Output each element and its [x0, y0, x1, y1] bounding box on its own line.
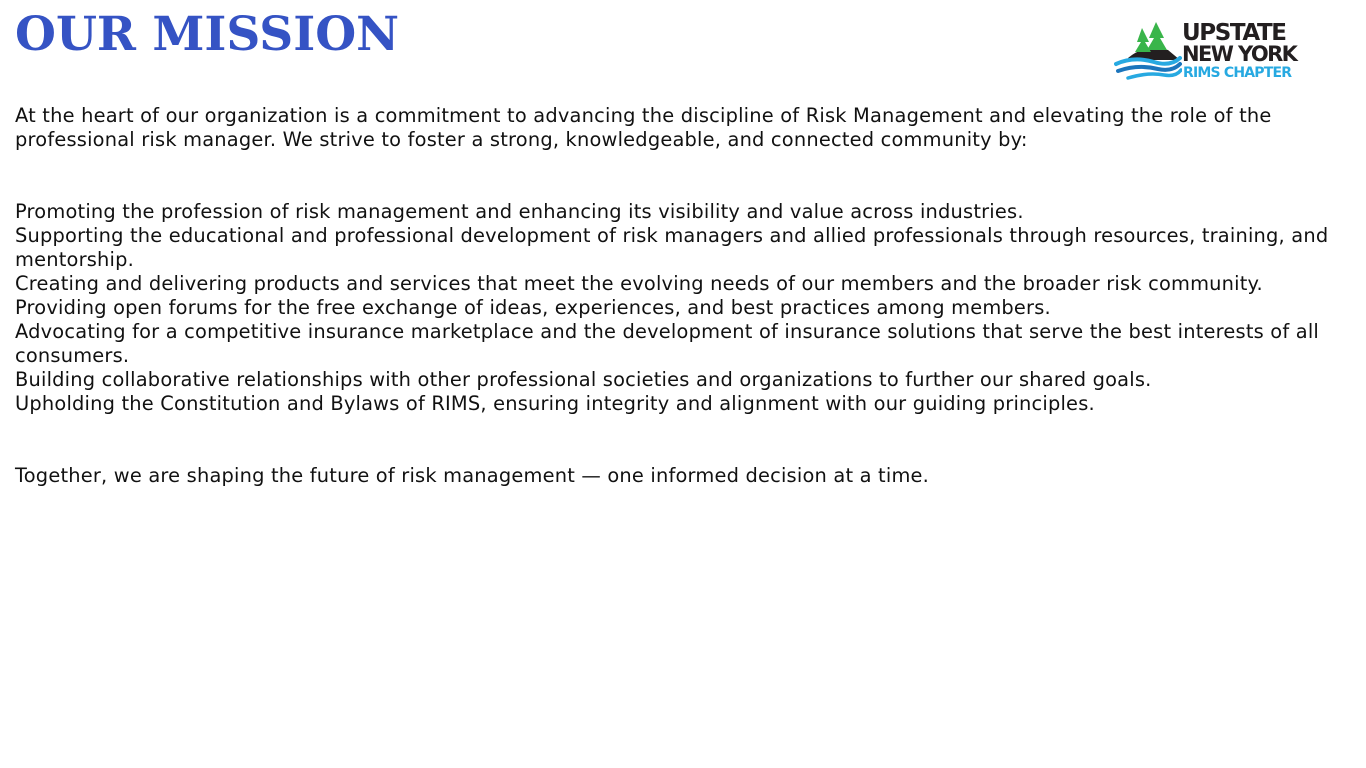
logo-text-rims-chapter: RIMS CHAPTER: [1183, 65, 1292, 81]
list-item: Promoting the profession of risk management and enhancing its visibility and value across industries.: [15, 200, 1024, 223]
list-item: Supporting the educational and professional development of risk managers and allied professionals through resources, training, and mentorship.: [15, 224, 1329, 271]
logo-text-upstate: UPSTATE: [1182, 20, 1286, 46]
pine-trees-river-icon: [1114, 20, 1182, 82]
page-title: OUR MISSION: [15, 7, 400, 62]
logo-text-new-york: NEW YORK: [1182, 42, 1297, 66]
list-item: Upholding the Constitution and Bylaws of RIMS, ensuring integrity and alignment with our guiding principles.: [15, 392, 1095, 415]
list-item: Advocating for a competitive insurance marketplace and the development of insurance solutions that serve the best interests of all consumers.: [15, 320, 1320, 367]
mission-content: [15, 104, 1360, 488]
list-item: Creating and delivering products and services that meet the evolving needs of our members and the broader risk community.: [15, 272, 1263, 295]
list-item: Providing open forums for the free exchange of ideas, experiences, and best practices among members.: [15, 296, 1051, 319]
list-item: Building collaborative relationships with other professional societies and organizations to further our shared goals.: [15, 368, 1152, 391]
mission-objectives-list: [15, 200, 1360, 416]
mission-closing: Together, we are shaping the future of risk management — one informed decision at a time.: [15, 464, 930, 487]
chapter-logo[interactable]: [1114, 20, 1314, 82]
mission-intro: At the heart of our organization is a commitment to advancing the discipline of Risk Management and elevating the role of the professional risk manager. We strive to foster a strong, knowledgeable, and connected community by:: [15, 104, 1272, 151]
